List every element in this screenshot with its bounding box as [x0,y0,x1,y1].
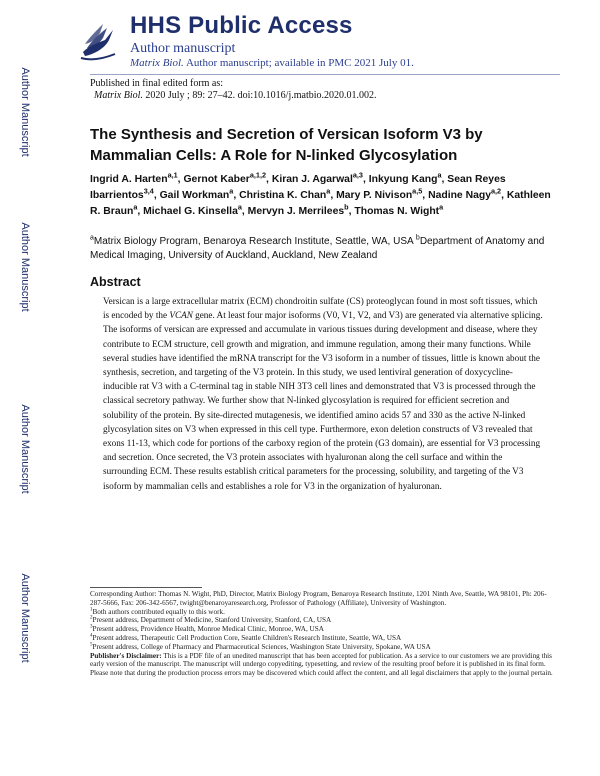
author: Sean Reyes Ibarrientos$^{3,4}$ [90,174,506,201]
footnote: $^1$Both authors contributed equally to this work. [90,607,225,616]
footnote-divider [90,587,202,588]
author: Ingrid A. Harten$^{a,1}$ [90,170,178,185]
side-label-author-manuscript: Author Manuscript [19,67,31,157]
author: Kiran J. Agarwal$^{a,3}$ [271,170,363,185]
author-list: Ingrid A. Harten$^{a,1}$, Gernot Kaber$^{a,1,2}$, Kiran J. Agarwal$^{a,3}$, Inkyung Kang$^a$, Sean Reyes Ibarrientos$^{3,4}$, Gail Workman$^a$, Christina K. Chan$^a$, Mary P. Nivison$^{a,5}$, Nadine Nagy$^{a,2}$, Kathleen R. Braun$^a$, Michael G. Kinsella$^a$, Mervyn J. Merrilees$^b$, Thomas N. Wight$^a$ [90,170,551,217]
author: Christina K. Chan$^a$ [239,186,331,201]
header-divider [90,74,560,75]
publisher-disclaimer: Publisher's Disclaimer: This is a PDF file of an unedited manuscript that has been accepted for publication. As a service to our customers we are providing this early version of the manuscript. The manuscript will undergo copyediting, typesetting, and review of the resulting proof before it is published in its final form. Please note that during the production process errors may be discovered which could affect the content, and all legal disclaimers that apply to the journal pertain. [90,651,553,678]
author: Thomas N. Wight$^a$ [354,202,444,217]
side-label-author-manuscript: Author Manuscript [19,573,31,663]
availability-note: Author manuscript; available in PMC 2021 July 01. [185,57,414,69]
author: Gail Workman$^a$ [159,186,234,201]
affiliations [90,235,550,262]
affiliation-b: Department of Anatomy and Medical Imaging, University of Auckland, Auckland, New Zealand [90,236,545,261]
side-label-author-manuscript: Author Manuscript [19,222,31,312]
affiliation-a-marker: a [90,234,94,242]
author: Mervyn J. Merrilees$^b$ [247,202,349,217]
availability-line [130,57,414,69]
footnote: $^2$Present address, Department of Medicine, Stanford University, Stanford, CA, USA [90,616,332,625]
hhs-eagle-logo-icon [75,18,120,63]
abstract-heading: Abstract [90,275,141,289]
footnote: $^4$Present address, Therapeutic Cell Production Core, Seattle Children's Research Institute, Seattle, WA, USA [90,633,402,642]
gene-name: VCAN [169,310,193,321]
author: Kathleen R. Braun$^a$ [90,190,551,217]
published-intro: Published in final edited form as: [90,78,224,89]
footnote: $^5$Present address, College of Pharmacy and Pharmaceutical Sciences, Washington State University, Spokane, WA USA [90,642,431,651]
author: Nadine Nagy$^{a,2}$ [428,186,502,201]
affiliation-b-marker: b [415,234,420,242]
manuscript-type: Author manuscript [130,41,236,56]
side-label-author-manuscript: Author Manuscript [19,404,31,494]
corresponding-author-note: Corresponding Author: Thomas N. Wight, PhD, Director, Matrix Biology Program, Benaroya Research Institute, 1201 Ninth Ave, Seattle, WA 98101, Ph: 206-287-5666, Fax: 206-342-6567, twight@benaroyaresearch.org, Professor of Pathology (Affiliate), University of Washington. [90,590,547,607]
footnotes [90,590,558,678]
abstract-text: Versican is a large extracellular matrix (ECM) chondroitin sulfate (CS) proteoglycan found in most soft tissues, which is encoded by the VCAN gene. At least four major isoforms (V0, V1, V2, and V3) are generated via alternative splicing. The isoforms of versican are expressed and accumulate in various tissues during development and disease, where they contribute to ECM structure, cell growth and migration, and immune regulation, among their many functions. While several studies have identified the mRNA transcript for the V3 isoform in a number of tissues, little is known about the synthesis, secretion, and targeting of the V3 protein. In this study, we used lentiviral generation of doxycycline-inducible rat V3 with a C-terminal tag in stable NIH 3T3 cell lines and demonstrated that V3 is processed through the classical secretory pathway. We further show that N-linked glycosylation is required for efficient secretion and solubility of the protein. By site-directed mutagenesis, we identified amino acids 57 and 330 as the active N-linked glycosylation sites on V3 when expressed in this cell type. Furthermore, exon deletion constructs of V3 revealed that exons 11-13, which code for portions of the carboxy region of the protein (G3 domain), are essential for V3 processing and secretion. Once secreted, the V3 protein associates with hyaluronan along the cell surface and within the surrounding ECM. These results establish critical parameters for the processing, solubility, and targeting of the V3 isoform by mammalian cells and establishes a role for V3 in the organization of hyaluronan. [103,296,543,491]
citation-details[interactable]: 2020 July ; 89: 27–42. doi:10.1016/j.matbio.2020.01.002. [145,90,377,101]
publisher-title: HHS Public Access [130,12,353,39]
footnote: $^3$Present address, Providence Health, Monroe Medical Clinic, Monroe, WA, USA [90,624,324,634]
affiliation-a: Matrix Biology Program, Benaroya Research Institute, Seattle, WA, USA [93,236,414,247]
citation-line [90,90,377,102]
author: Mary P. Nivison$^{a,5}$ [336,186,423,201]
author: Inkyung Kang$^a$ [368,170,442,185]
author: Gernot Kaber$^{a,1,2}$ [183,170,267,185]
journal-name[interactable]: Matrix Biol. [130,57,184,69]
citation-journal: Matrix Biol. [94,90,143,101]
article-title: The Synthesis and Secretion of Versican Isoform V3 by Mammalian Cells: A Role for N-linked Glycosylation [90,126,483,164]
author: Michael G. Kinsella$^a$ [143,202,242,217]
published-citation [90,78,377,102]
